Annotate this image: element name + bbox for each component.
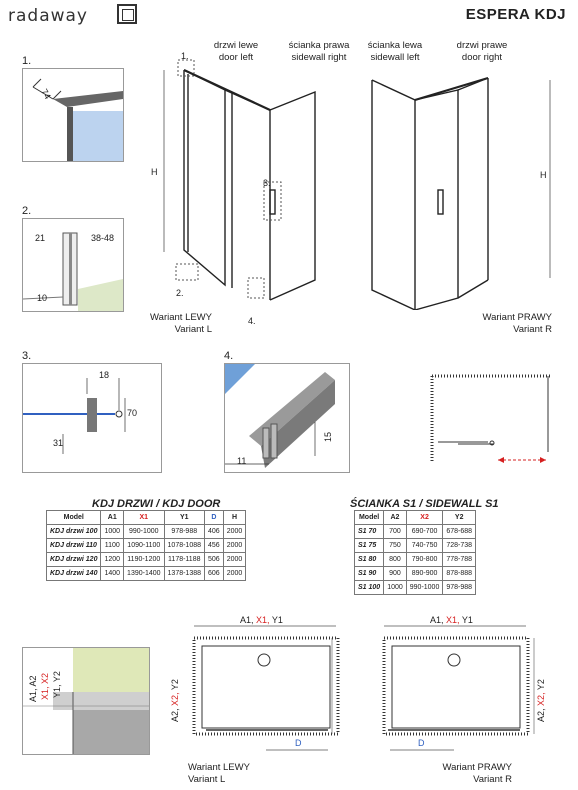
table-row — [355, 525, 476, 539]
table-header-cell: H — [223, 511, 246, 525]
plan-left-x1: X1, — [256, 615, 270, 625]
plan-left-caption: Wariant LEWY Variant L — [188, 762, 250, 785]
table-cell: 506 — [205, 553, 224, 567]
table-row — [47, 539, 246, 553]
detail-2-dim-c: 10 — [37, 293, 48, 303]
plan-right-x1: X1, — [446, 615, 460, 625]
plan-right-a1: A1, — [430, 615, 444, 625]
left-sidewall-label: ścianka prawa sidewall right — [288, 40, 350, 63]
right-sidewall-label: ścianka lewa sidewall left — [367, 40, 423, 63]
plan-right-a2: A2, — [536, 708, 546, 722]
table-cell: 1100 — [101, 539, 124, 553]
table-cell: S1 70 — [355, 525, 384, 539]
brand-logo: radaway — [8, 6, 88, 26]
plan-right-x2: X2, — [536, 692, 546, 706]
right-height-label: H — [540, 170, 547, 180]
table-row — [355, 567, 476, 581]
table-cell: 878-888 — [443, 567, 476, 581]
table-row — [47, 525, 246, 539]
table-cell: KDJ drzwi 120 — [47, 553, 101, 567]
left-callout-1: 1. — [181, 51, 189, 61]
plan-right-dims-side — [536, 679, 546, 722]
table-row — [355, 539, 476, 553]
table-header-cell: Model — [47, 511, 101, 525]
detail-4-dim-a: 11 — [237, 456, 247, 466]
door-table — [46, 510, 246, 581]
door-table-title: KDJ DRZWI / KDJ DOOR — [92, 498, 221, 510]
table-cell: 2000 — [223, 567, 246, 581]
table-cell: 1000 — [384, 581, 407, 595]
detail-4-dim-b: 15 — [323, 431, 334, 443]
opening-schematic — [428, 372, 558, 468]
table-row — [47, 567, 246, 581]
table-cell: 406 — [205, 525, 224, 539]
table-cell: KDJ drzwi 140 — [47, 567, 101, 581]
table-header-cell: Y2 — [443, 511, 476, 525]
table-cell: 990-1000 — [406, 581, 443, 595]
detail-3-number: 3. — [22, 350, 32, 362]
table-cell: 728-738 — [443, 539, 476, 553]
right-door-label: drzwi prawe door right — [456, 40, 508, 63]
plan-right-d: D — [418, 738, 425, 748]
table-row — [47, 553, 246, 567]
table-cell: 740-750 — [406, 539, 443, 553]
table-cell: 900 — [384, 567, 407, 581]
left-variant-caption: Wariant LEWY Variant L — [150, 312, 212, 335]
table-cell: 1090-1100 — [124, 539, 164, 553]
table-cell: 2000 — [223, 539, 246, 553]
table-header-cell: Y1 — [164, 511, 204, 525]
table-cell: 1000 — [101, 525, 124, 539]
table-cell: 2000 — [223, 553, 246, 567]
left-door-label: drzwi lewe door left — [213, 40, 259, 63]
plan-left-dims-top — [240, 615, 283, 625]
table-cell: 1378-1388 — [164, 567, 204, 581]
table-cell: 750 — [384, 539, 407, 553]
section-detail-panel — [22, 647, 150, 755]
table-header-cell: D — [205, 511, 224, 525]
table-cell: 1190-1200 — [124, 553, 164, 567]
detail-2-dim-b: 38-48 — [91, 233, 115, 243]
detail-4-panel — [224, 363, 350, 473]
detail-2-dim-a: 21 — [35, 233, 46, 243]
plan-right-caption: Wariant PRAWY Variant R — [442, 762, 512, 785]
plan-left-a2: A2, — [170, 708, 180, 722]
detail-2-number: 2. — [22, 205, 32, 217]
detail-3-drawing — [23, 364, 161, 472]
table-cell: 456 — [205, 539, 224, 553]
plan-right-y1: Y1 — [461, 615, 473, 625]
table-cell: 1200 — [101, 553, 124, 567]
table-header-cell: X1 — [124, 511, 164, 525]
table-header-cell: A2 — [384, 511, 407, 525]
table-cell: 1078-1088 — [164, 539, 204, 553]
detail-1-drawing — [23, 69, 123, 161]
table-cell: 700 — [384, 525, 407, 539]
plan-views — [186, 610, 556, 760]
table-cell: 978-988 — [443, 581, 476, 595]
right-variant-caption: Wariant PRAWY Variant R — [482, 312, 552, 335]
plan-left-x2: X2, — [170, 692, 180, 706]
plan-right-y2: Y2 — [536, 679, 546, 691]
section-x-label: X1, X2 — [40, 672, 50, 700]
left-callout-4: 4. — [248, 316, 256, 326]
table-header-cell: Model — [355, 511, 384, 525]
detail-1-panel — [22, 68, 124, 162]
table-cell: KDJ drzwi 100 — [47, 525, 101, 539]
table-cell: S1 90 — [355, 567, 384, 581]
left-callout-2: 2. — [176, 288, 184, 298]
table-cell: 690-700 — [406, 525, 443, 539]
table-cell: 778-788 — [443, 553, 476, 567]
page-title: ESPERA KDJ — [465, 6, 566, 23]
sidewall-table-title: ŚCIANKA S1 / SIDEWALL S1 — [350, 498, 499, 510]
table-cell: S1 100 — [355, 581, 384, 595]
detail-3-dim-a: 18 — [99, 370, 110, 380]
table-cell: 790-800 — [406, 553, 443, 567]
table-row — [355, 581, 476, 595]
plan-left-a1: A1, — [240, 615, 254, 625]
table-cell: 2000 — [223, 525, 246, 539]
left-callout-3: 3. — [263, 178, 271, 188]
table-cell: KDJ drzwi 110 — [47, 539, 101, 553]
table-header-cell: A1 — [101, 511, 124, 525]
left-height-label: H — [151, 167, 158, 177]
table-cell: 1390-1400 — [124, 567, 164, 581]
plan-left-d: D — [295, 738, 302, 748]
elevation-drawings — [140, 40, 565, 310]
plan-left-y1: Y1 — [271, 615, 283, 625]
plan-left-y2: Y2 — [170, 679, 180, 691]
detail-1-dim: 74 — [39, 87, 53, 101]
table-cell: 678-688 — [443, 525, 476, 539]
table-cell: 990-1000 — [124, 525, 164, 539]
table-cell: 800 — [384, 553, 407, 567]
detail-2-panel — [22, 218, 124, 312]
sidewall-table — [354, 510, 476, 595]
detail-4-number: 4. — [224, 350, 234, 362]
table-cell: 978-988 — [164, 525, 204, 539]
section-detail-drawing — [23, 648, 149, 754]
plan-right-dims-top — [430, 615, 473, 625]
detail-3-dim-c: 31 — [53, 438, 64, 448]
detail-3-panel — [22, 363, 162, 473]
table-header-cell: X2 — [406, 511, 443, 525]
table-cell: S1 80 — [355, 553, 384, 567]
table-cell: 1400 — [101, 567, 124, 581]
detail-3-dim-b: 70 — [127, 408, 138, 418]
section-a-label: A1, A2 — [28, 675, 38, 702]
plan-left-dims-side — [170, 679, 180, 722]
table-row — [355, 553, 476, 567]
table-cell: 1178-1188 — [164, 553, 204, 567]
brand-logo-icon — [117, 4, 137, 24]
table-cell: 606 — [205, 567, 224, 581]
detail-1-number: 1. — [22, 55, 32, 67]
table-cell: S1 75 — [355, 539, 384, 553]
table-cell: 890-900 — [406, 567, 443, 581]
section-y-label: Y1, Y2 — [52, 671, 62, 698]
